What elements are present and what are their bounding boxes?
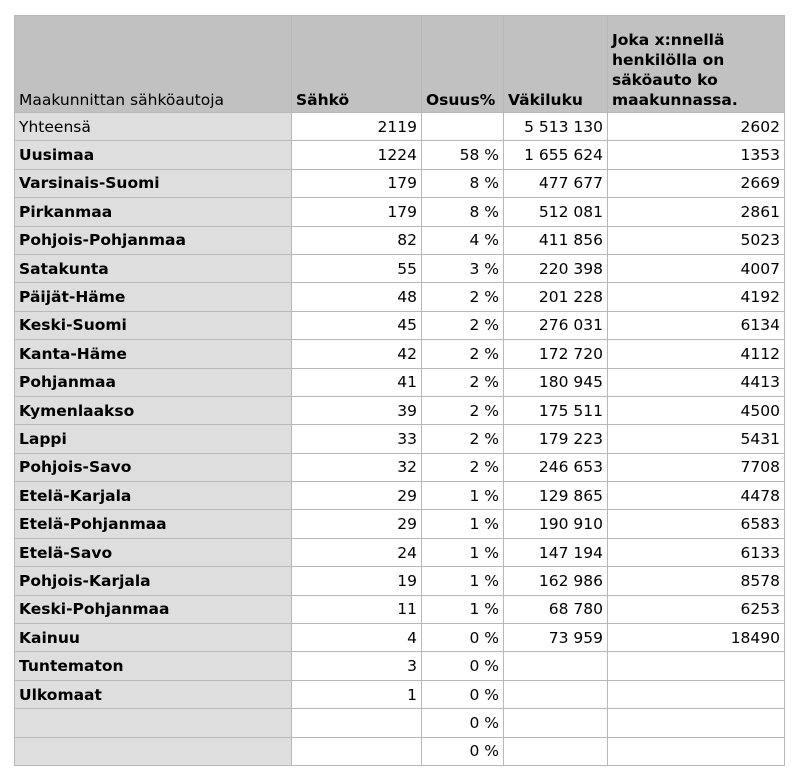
table-row bbox=[15, 113, 785, 141]
electric-cell[interactable]: 4 bbox=[292, 624, 422, 652]
per-person-cell[interactable]: 4192 bbox=[608, 283, 785, 311]
share-cell[interactable] bbox=[422, 113, 504, 141]
share-cell[interactable]: 1 % bbox=[422, 595, 504, 623]
per-person-cell[interactable]: 4478 bbox=[608, 482, 785, 510]
electric-cell[interactable]: 3 bbox=[292, 652, 422, 680]
electric-cell[interactable] bbox=[292, 709, 422, 737]
region-cell[interactable]: Etelä-Pohjanmaa bbox=[15, 510, 292, 538]
electric-cell[interactable]: 29 bbox=[292, 482, 422, 510]
per-person-cell[interactable]: 8578 bbox=[608, 567, 785, 595]
table-row bbox=[15, 510, 785, 538]
table-row bbox=[15, 709, 785, 737]
electric-cell[interactable]: 32 bbox=[292, 453, 422, 481]
header-per-person[interactable]: Joka x:nnellä henkilölla on säköauto ko maakunnassa. bbox=[608, 16, 785, 113]
header-share[interactable]: Osuus% bbox=[422, 16, 504, 113]
share-cell[interactable]: 1 % bbox=[422, 567, 504, 595]
per-person-cell[interactable]: 1353 bbox=[608, 141, 785, 169]
population-cell[interactable]: 201 228 bbox=[504, 283, 608, 311]
electric-cell[interactable]: 29 bbox=[292, 510, 422, 538]
table-row bbox=[15, 254, 785, 282]
region-cell[interactable]: Pohjois-Pohjanmaa bbox=[15, 226, 292, 254]
header-population[interactable]: Väkiluku bbox=[504, 16, 608, 113]
share-cell[interactable]: 1 % bbox=[422, 482, 504, 510]
population-cell[interactable]: 73 959 bbox=[504, 624, 608, 652]
region-cell[interactable]: Keski-Pohjanmaa bbox=[15, 595, 292, 623]
per-person-cell[interactable]: 6583 bbox=[608, 510, 785, 538]
population-cell[interactable]: 220 398 bbox=[504, 254, 608, 282]
region-cell[interactable]: Lappi bbox=[15, 425, 292, 453]
per-person-cell[interactable] bbox=[608, 709, 785, 737]
electric-cell[interactable]: 11 bbox=[292, 595, 422, 623]
electric-cell[interactable]: 42 bbox=[292, 340, 422, 368]
share-cell[interactable]: 0 % bbox=[422, 737, 504, 765]
population-cell[interactable]: 512 081 bbox=[504, 198, 608, 226]
table-row bbox=[15, 226, 785, 254]
per-person-cell[interactable]: 4500 bbox=[608, 396, 785, 424]
table-row bbox=[15, 624, 785, 652]
region-cell[interactable]: Keski-Suomi bbox=[15, 311, 292, 339]
region-cell[interactable]: Pohjois-Savo bbox=[15, 453, 292, 481]
region-cell[interactable]: Varsinais-Suomi bbox=[15, 169, 292, 197]
region-cell[interactable]: Ulkomaat bbox=[15, 680, 292, 708]
per-person-cell[interactable]: 2669 bbox=[608, 169, 785, 197]
population-cell[interactable]: 411 856 bbox=[504, 226, 608, 254]
population-cell[interactable]: 129 865 bbox=[504, 482, 608, 510]
region-cell[interactable]: Pohjois-Karjala bbox=[15, 567, 292, 595]
share-cell[interactable]: 2 % bbox=[422, 425, 504, 453]
per-person-cell[interactable] bbox=[608, 652, 785, 680]
share-cell[interactable]: 0 % bbox=[422, 709, 504, 737]
share-cell[interactable]: 0 % bbox=[422, 624, 504, 652]
electric-cell[interactable]: 33 bbox=[292, 425, 422, 453]
per-person-cell[interactable]: 18490 bbox=[608, 624, 785, 652]
region-cell[interactable]: Pirkanmaa bbox=[15, 198, 292, 226]
table-row bbox=[15, 340, 785, 368]
header-region[interactable]: Maakunnittan sähköautoja bbox=[15, 16, 292, 113]
electric-cell[interactable]: 39 bbox=[292, 396, 422, 424]
electric-cell[interactable]: 82 bbox=[292, 226, 422, 254]
table-row bbox=[15, 567, 785, 595]
region-cell[interactable] bbox=[15, 737, 292, 765]
per-person-cell[interactable]: 6253 bbox=[608, 595, 785, 623]
population-cell[interactable]: 5 513 130 bbox=[504, 113, 608, 141]
region-cell[interactable]: Kainuu bbox=[15, 624, 292, 652]
region-cell[interactable]: Kanta-Häme bbox=[15, 340, 292, 368]
table-row bbox=[15, 453, 785, 481]
electric-cell[interactable]: 179 bbox=[292, 169, 422, 197]
electric-cell[interactable] bbox=[292, 737, 422, 765]
share-cell[interactable]: 1 % bbox=[422, 538, 504, 566]
table-row bbox=[15, 652, 785, 680]
share-cell[interactable]: 8 % bbox=[422, 169, 504, 197]
population-cell[interactable]: 246 653 bbox=[504, 453, 608, 481]
population-cell[interactable]: 1 655 624 bbox=[504, 141, 608, 169]
share-cell[interactable]: 2 % bbox=[422, 311, 504, 339]
table-row bbox=[15, 396, 785, 424]
share-cell[interactable]: 2 % bbox=[422, 396, 504, 424]
electric-cell[interactable]: 19 bbox=[292, 567, 422, 595]
region-cell[interactable] bbox=[15, 709, 292, 737]
electric-cell[interactable]: 1224 bbox=[292, 141, 422, 169]
share-cell[interactable]: 1 % bbox=[422, 510, 504, 538]
share-cell[interactable]: 3 % bbox=[422, 254, 504, 282]
table-row bbox=[15, 311, 785, 339]
population-cell[interactable] bbox=[504, 737, 608, 765]
per-person-cell[interactable]: 2861 bbox=[608, 198, 785, 226]
population-cell[interactable]: 172 720 bbox=[504, 340, 608, 368]
population-cell[interactable]: 147 194 bbox=[504, 538, 608, 566]
table-row bbox=[15, 283, 785, 311]
population-cell[interactable] bbox=[504, 680, 608, 708]
region-cell[interactable]: Tuntematon bbox=[15, 652, 292, 680]
table-row bbox=[15, 482, 785, 510]
per-person-cell[interactable]: 5431 bbox=[608, 425, 785, 453]
per-person-cell[interactable] bbox=[608, 680, 785, 708]
share-cell[interactable]: 0 % bbox=[422, 680, 504, 708]
population-cell[interactable]: 68 780 bbox=[504, 595, 608, 623]
electric-cell[interactable]: 55 bbox=[292, 254, 422, 282]
electric-cell[interactable]: 2119 bbox=[292, 113, 422, 141]
table-row bbox=[15, 737, 785, 765]
population-cell[interactable]: 175 511 bbox=[504, 396, 608, 424]
header-electric[interactable]: Sähkö bbox=[292, 16, 422, 113]
electric-cell[interactable]: 41 bbox=[292, 368, 422, 396]
region-cell[interactable]: Päijät-Häme bbox=[15, 283, 292, 311]
population-cell[interactable] bbox=[504, 652, 608, 680]
electric-cell[interactable]: 48 bbox=[292, 283, 422, 311]
region-cell[interactable]: Pohjanmaa bbox=[15, 368, 292, 396]
per-person-cell[interactable]: 4007 bbox=[608, 254, 785, 282]
population-cell[interactable]: 179 223 bbox=[504, 425, 608, 453]
share-cell[interactable]: 2 % bbox=[422, 368, 504, 396]
table-row bbox=[15, 425, 785, 453]
ev-by-region-table bbox=[14, 15, 785, 766]
region-cell[interactable]: Uusimaa bbox=[15, 141, 292, 169]
share-cell[interactable]: 2 % bbox=[422, 283, 504, 311]
table-row bbox=[15, 141, 785, 169]
share-cell[interactable]: 8 % bbox=[422, 198, 504, 226]
per-person-cell[interactable]: 7708 bbox=[608, 453, 785, 481]
population-cell[interactable]: 276 031 bbox=[504, 311, 608, 339]
population-cell[interactable]: 190 910 bbox=[504, 510, 608, 538]
region-cell[interactable]: Etelä-Karjala bbox=[15, 482, 292, 510]
share-cell[interactable]: 2 % bbox=[422, 340, 504, 368]
per-person-cell[interactable] bbox=[608, 737, 785, 765]
region-cell[interactable]: Kymenlaakso bbox=[15, 396, 292, 424]
table-row bbox=[15, 198, 785, 226]
electric-cell[interactable]: 179 bbox=[292, 198, 422, 226]
population-cell[interactable]: 477 677 bbox=[504, 169, 608, 197]
per-person-cell[interactable]: 5023 bbox=[608, 226, 785, 254]
region-cell[interactable]: Etelä-Savo bbox=[15, 538, 292, 566]
population-cell[interactable]: 162 986 bbox=[504, 567, 608, 595]
share-cell[interactable]: 0 % bbox=[422, 652, 504, 680]
share-cell[interactable]: 2 % bbox=[422, 453, 504, 481]
per-person-cell[interactable]: 6134 bbox=[608, 311, 785, 339]
population-cell[interactable] bbox=[504, 709, 608, 737]
table-row bbox=[15, 538, 785, 566]
table-row bbox=[15, 169, 785, 197]
population-cell[interactable]: 180 945 bbox=[504, 368, 608, 396]
electric-cell[interactable]: 1 bbox=[292, 680, 422, 708]
table-row bbox=[15, 368, 785, 396]
table-row bbox=[15, 680, 785, 708]
per-person-cell[interactable]: 2602 bbox=[608, 113, 785, 141]
table-row bbox=[15, 595, 785, 623]
per-person-cell[interactable]: 6133 bbox=[608, 538, 785, 566]
region-cell[interactable]: Yhteensä bbox=[15, 113, 292, 141]
electric-cell[interactable]: 24 bbox=[292, 538, 422, 566]
header-row bbox=[15, 16, 785, 113]
region-cell[interactable]: Satakunta bbox=[15, 254, 292, 282]
per-person-cell[interactable]: 4413 bbox=[608, 368, 785, 396]
share-cell[interactable]: 4 % bbox=[422, 226, 504, 254]
share-cell[interactable]: 58 % bbox=[422, 141, 504, 169]
electric-cell[interactable]: 45 bbox=[292, 311, 422, 339]
per-person-cell[interactable]: 4112 bbox=[608, 340, 785, 368]
